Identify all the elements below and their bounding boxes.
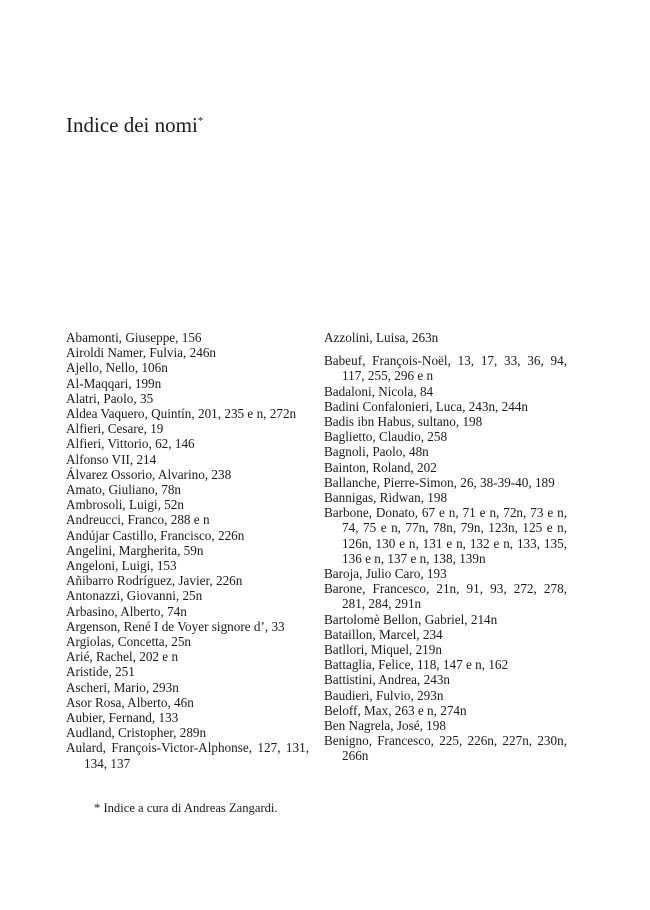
index-entry: Bartolomè Bellon, Gabriel, 214n — [324, 611, 498, 627]
index-entry: Abamonti, Giuseppe, 156 — [66, 330, 202, 345]
index-entry: Airoldi Namer, Fulvia, 246n — [66, 345, 217, 361]
index-entry: Ballanche, Pierre-Simon, 26, 38-39-40, 189 — [324, 474, 555, 490]
index-entry: Asor Rosa, Alberto, 46n — [66, 694, 194, 710]
index-entry: Alfonso VII, 214 — [66, 451, 157, 467]
index-entry: Arié, Rachel, 202 e n — [66, 649, 179, 665]
index-entry: Bannigas, Ridwan, 198 — [324, 490, 448, 506]
index-entry: Argiolas, Concetta, 25n — [66, 634, 192, 650]
index-entry: Angelini, Margherita, 59n — [66, 542, 204, 558]
index-entry: Álvarez Ossorio, Alvarino, 238 — [66, 466, 232, 482]
footnote-marker: * — [197, 115, 204, 127]
index-entry: Ajello, Nello, 106n — [66, 360, 168, 376]
index-group-separator — [324, 345, 567, 353]
index-entry: Barone, Francesco, 21n, 91, 93, 272, 278, 281, 284, 291n — [324, 581, 567, 612]
index-entry: Batllori, Miquel, 219n — [324, 642, 442, 658]
index-entry: Baudieri, Fulvio, 293n — [324, 687, 444, 703]
index-entry: Amato, Giuliano, 78n — [66, 482, 182, 498]
index-entry: Argenson, René I de Voyer signore d’, 33 — [66, 618, 285, 634]
index-entry: Badaloni, Nicola, 84 — [324, 383, 434, 399]
index-column-right — [324, 330, 567, 764]
index-entry: Andreucci, Franco, 288 e n — [66, 512, 210, 528]
index-entry: Aubier, Fernand, 133 — [66, 710, 179, 726]
index-entry: Badis ibn Habus, sultano, 198 — [324, 414, 483, 430]
index-entry: Angeloni, Luigi, 153 — [66, 558, 177, 574]
index-entry: Ambrosoli, Luigi, 52n — [66, 497, 184, 513]
index-entry: Benigno, Francesco, 225, 226n, 227n, 230n, 266n — [324, 733, 567, 764]
index-entry: Audland, Cristopher, 289n — [66, 725, 207, 741]
index-entry: Babeuf, François-Noël, 13, 17, 33, 36, 94, 117, 255, 296 e n — [324, 353, 567, 384]
index-entry: Añibarro Rodríguez, Javier, 226n — [66, 573, 243, 589]
index-entry: Aristide, 251 — [66, 664, 135, 680]
index-entry: Barbone, Donato, 67 e n, 71 e n, 72n, 73 e n, 74, 75 e n, 77n, 78n, 79n, 123n, 125 e n, 126n, 130 e n, 131 e n, 132 e n, 133, 135, 136 e n, 137 e n, 138, 139n — [324, 505, 567, 566]
index-entry: Badini Confalonieri, Luca, 243n, 244n — [324, 398, 529, 414]
index-entry: Ben Nagrela, José, 198 — [324, 718, 446, 734]
index-entry: Ascheri, Mario, 293n — [66, 679, 179, 695]
index-entry: Bataillon, Marcel, 234 — [324, 626, 443, 642]
index-entry: Beloff, Max, 263 e n, 274n — [324, 702, 467, 718]
index-entry: Battaglia, Felice, 118, 147 e n, 162 — [324, 657, 509, 673]
index-entry: Alatri, Paolo, 35 — [66, 390, 154, 406]
index-entry: Battistini, Andrea, 243n — [324, 672, 451, 688]
index-entry: Antonazzi, Giovanni, 25n — [66, 588, 203, 604]
index-entry: Bagnoli, Paolo, 48n — [324, 444, 429, 460]
index-entry: Azzolini, Luisa, 263n — [324, 330, 439, 345]
index-entry: Alfieri, Cesare, 19 — [66, 421, 164, 437]
index-group-a — [324, 330, 567, 345]
page-title-text: Indice dei nomi — [66, 113, 198, 137]
footnote: * Indice a cura di Andreas Zangardi. — [94, 801, 278, 815]
index-entry: Arbasino, Alberto, 74n — [66, 603, 187, 619]
index-entry: Andújar Castillo, Francisco, 226n — [66, 527, 245, 543]
page-title — [66, 112, 203, 138]
index-entry: Al-Maqqari, 199n — [66, 375, 162, 391]
index-column-left — [66, 330, 309, 771]
index-group-b — [324, 353, 567, 763]
index-entry: Baglietto, Claudio, 258 — [324, 429, 448, 445]
index-entry: Alfieri, Vittorio, 62, 146 — [66, 436, 195, 452]
index-entry: Bainton, Roland, 202 — [324, 459, 437, 475]
index-entry: Aldea Vaquero, Quintín, 201, 235 e n, 272n — [66, 406, 297, 422]
index-entry: Baroja, Julio Caro, 193 — [324, 566, 447, 582]
index-entry: Aulard, François-Victor-Alphonse, 127, 131, 134, 137 — [66, 740, 309, 771]
